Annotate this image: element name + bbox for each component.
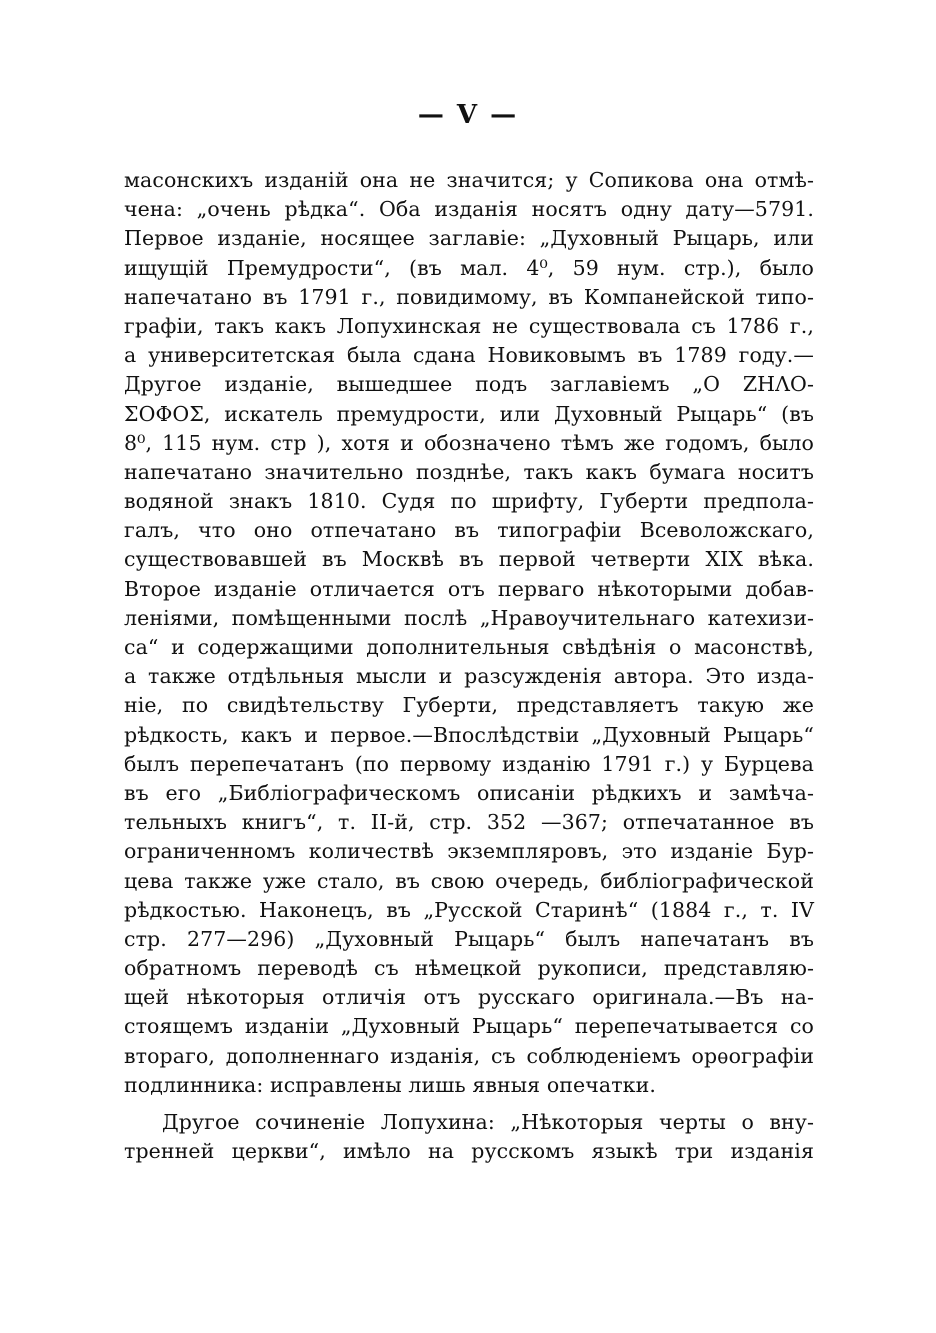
- text-line: стр. 277—296) „Духовный Рыцарь“ былъ напечатанъ въ: [124, 926, 814, 951]
- text-line: Первое изданіе, носящее заглавіе: „Духовный Рыцарь, или: [124, 226, 814, 251]
- text-line: рѣдкостью. Наконецъ, въ „Русской Старинѣ“ (1884 г., т. IV: [124, 897, 814, 922]
- text-line: напечатано въ 1791 г., повидимому, въ Компанейской типо-: [124, 284, 814, 309]
- text-line: тренней церкви“, имѣло на русскомъ языкѣ три изданія: [124, 1139, 814, 1164]
- text-line: Второе изданіе отличается отъ перваго нѣкоторыми добав-: [124, 576, 814, 601]
- text-line: цева также уже стало, въ свою очередь, библіографической: [124, 868, 814, 893]
- text-line: водяной знакъ 1810. Судя по шрифту, Губерти предпола-: [124, 489, 814, 514]
- text-line: а также отдѣльныя мысли и разсужденія автора. Это изда-: [124, 664, 814, 689]
- text-line: ніе, по свидѣтельству Губерти, представляетъ такую же: [124, 693, 814, 718]
- text-line: са“ и содержащими дополнительныя свѣдѣнія о масонствѣ,: [124, 635, 814, 659]
- text-line: напечатано значительно позднѣе, такъ какъ бумага носитъ: [124, 459, 814, 484]
- text-line: обратномъ переводѣ съ нѣмецкой рукописи, представляю-: [124, 956, 814, 981]
- text-line: графіи, такъ какъ Лопухинская не существовала съ 1786 г.,: [124, 313, 814, 338]
- text-line: былъ перепечатанъ (по первому изданію 1791 г.) у Бурцева: [124, 751, 814, 776]
- text-line: существовавшей въ Москвѣ въ первой четверти XIX вѣка.: [124, 547, 814, 572]
- text-line: втораго, дополненнаго изданія, съ соблюденіемъ орѳографіи: [124, 1043, 814, 1068]
- text-line: въ его „Библіографическомъ описаніи рѣдкихъ и замѣча-: [124, 780, 814, 805]
- text-line: а университетская была сдана Новиковымъ въ 1789 году.—: [124, 343, 814, 368]
- text-line: Другое изданіе, вышедшее подъ заглавіемъ „О ΖΗΛΟ-: [124, 372, 814, 397]
- text-line: рѣдкость, какъ и первое.—Впослѣдствіи „Духовный Рыцарь“: [124, 722, 814, 747]
- text-line: 8⁰, 115 нум. стр ), хотя и обозначено тѣмъ же годомъ, было: [124, 430, 814, 455]
- text-line: тельныхъ книгъ“, т. ІІ-й, стр. 352 —367; отпечатанное въ: [124, 810, 814, 835]
- page-number: — V —: [417, 100, 519, 130]
- text-line: ограниченномъ количествѣ экземпляровъ, это изданіе Бур-: [124, 839, 814, 864]
- body-text: [124, 166, 814, 1166]
- text-line: галъ, что оно отпечатано въ типографіи Всеволожскаго,: [124, 518, 814, 543]
- text-line: Другое сочиненіе Лопухина: „Нѣкоторыя черты о вну-: [162, 1110, 814, 1134]
- text-line: ищущій Премудрости“, (въ мал. 4⁰, 59 нум. стр.), было: [124, 255, 814, 280]
- text-line: ΣΟΦΟΣ, искатель премудрости, или Духовный Рыцарь“ (въ: [124, 401, 814, 426]
- text-line: леніями, помѣщенными послѣ „Нравоучительнаго катехизи-: [124, 605, 814, 630]
- text-line: стоящемъ изданіи „Духовный Рыцарь“ перепечатывается со: [124, 1014, 814, 1039]
- paragraph-gap: [124, 1100, 814, 1108]
- text-line: подлинника: исправлены лишь явныя опечатки.: [124, 1072, 656, 1097]
- text-line: чена: „очень рѣдка“. Оба изданія носятъ одну дату—5791.: [124, 197, 814, 222]
- text-line: щей нѣкоторыя отличія отъ русскаго оригинала.—Въ на-: [124, 985, 814, 1010]
- text-line: масонскихъ изданій она не значится; у Сопикова она отмѣ-: [124, 168, 814, 192]
